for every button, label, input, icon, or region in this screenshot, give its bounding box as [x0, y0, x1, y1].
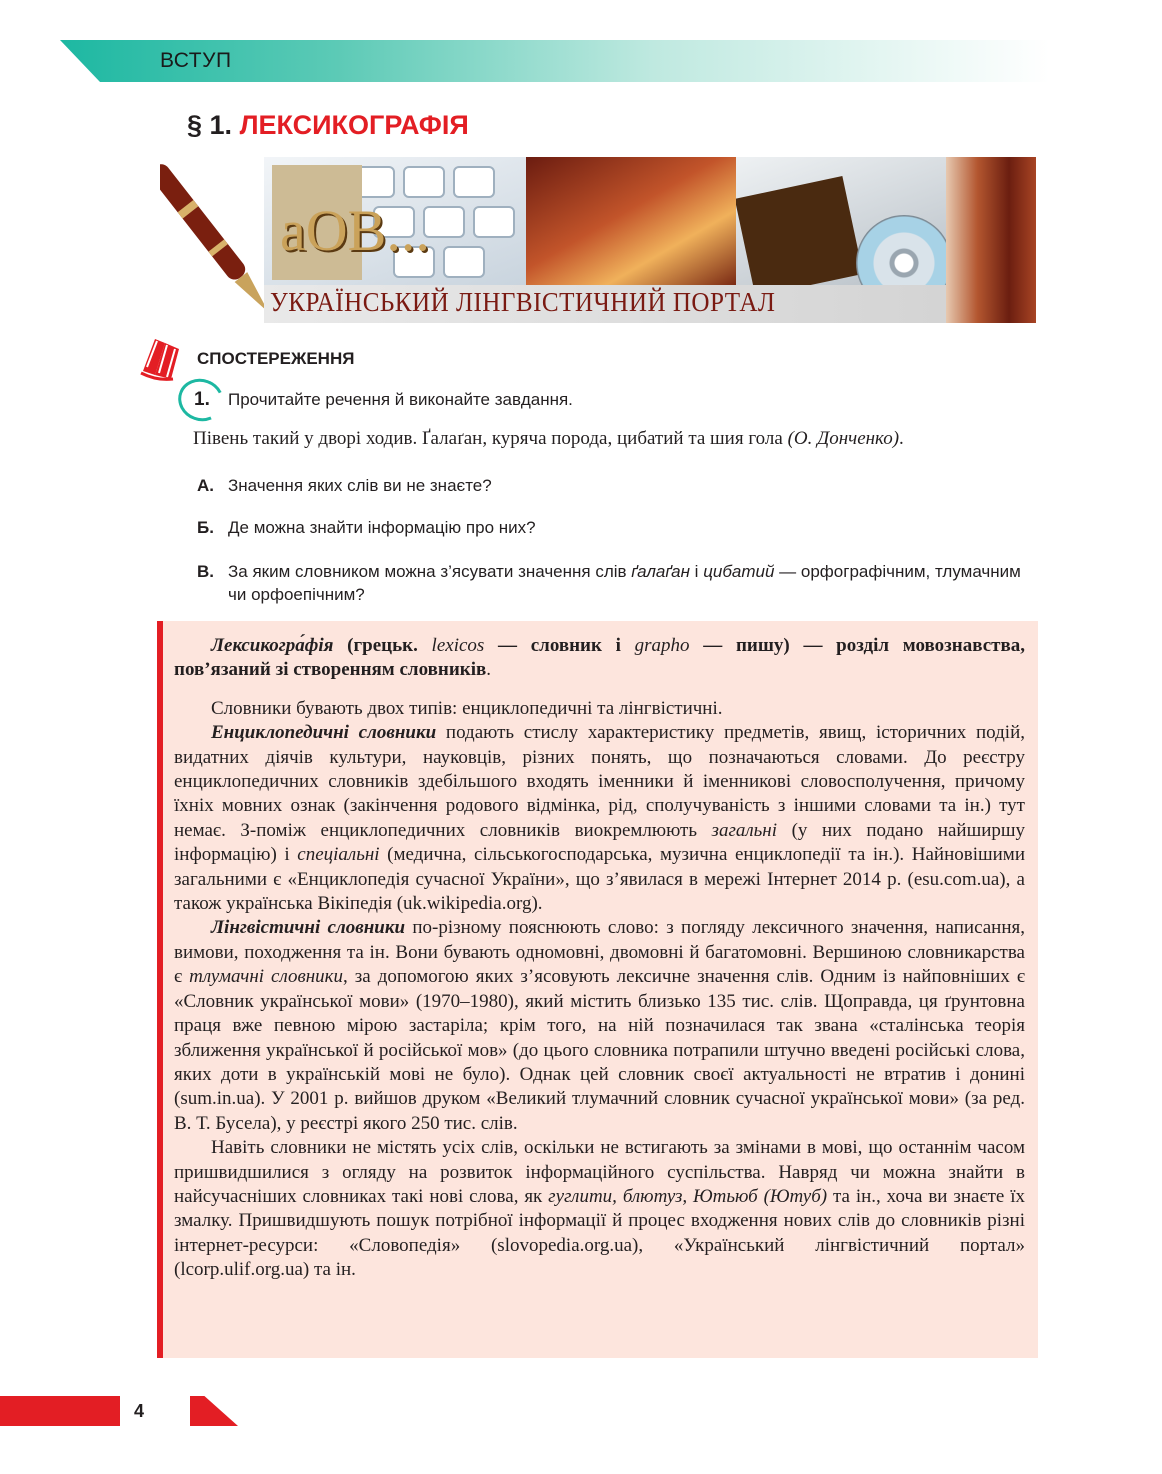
title-prefix: § 1. — [187, 110, 233, 140]
dictionary-logo: аОВ... — [280, 198, 430, 263]
paragraph-new-words: Навіть словники не містять усіх слів, оскільки не встигають за змінами в мові, що останнім часом пришвидшилися з огляду на розвиток інформаційного суспільства. Навряд чи можна знайти в найсучасніших словниках такі нові слова, як гуглити, блютуз, Ютьюб (Ютуб) та ін., хоча ви знаєте їх змалку. Пришвидшують пошук потрібної інформації й процес входження нових слів до словників різні інтернет-ресурси: «Словопедія» (slovopedia.org.ua), «Український лінгвістичний портал» (lcorp.ulif.org.ua) та ін. — [174, 1137, 1025, 1281]
quote-end: . — [899, 428, 904, 449]
section-label: ВСТУП — [160, 49, 232, 72]
task-quote — [193, 428, 904, 450]
question-letter: А. — [197, 476, 214, 495]
theory-text — [174, 634, 1025, 1283]
quote-text: Півень такий у дворі ходив. Ґалаґан, куряча порода, цибатий та шия гола — [193, 428, 788, 449]
quote-author: (О. Донченко) — [787, 428, 900, 449]
title-name: ЛЕКСИКОГРАФІЯ — [239, 110, 469, 140]
footer-bar-left — [0, 1396, 120, 1426]
definition: Лексикогра́фія (грецьк. lexicos — словник і grapho — пишу) — розділ мовознавства, пов’язаний зі створенням словників. — [174, 635, 1025, 681]
observation-heading: СПОСТЕРЕЖЕННЯ — [197, 349, 355, 368]
page-title — [187, 110, 469, 141]
paragraph-types: Словники бувають двох типів: енциклопедичні та лінгвістичні. — [211, 697, 723, 719]
observation-book-icon — [137, 333, 187, 381]
open-book-image — [526, 157, 736, 285]
question-text: Де можна знайти інформацію про них? — [228, 518, 536, 537]
paragraph-linguistic: Лінгвістичні словники по-різному пояснюють слово: з погляду лексичного значення, написання, вимови, походження та ін. Вони бувають одномовні, двомовні й багатомовні. Вершиною словникарства є тлумачні словники, за допомогою яких з’ясовують лексичне значення слів. Одним із найповніших є «Словник української мови» (1970–1980), який містить близько 135 тис. слів. Щоправда, ця ґрунтовна праця вже певною мірою застаріла; крім того, на ній позначилася так звана «сталінська теорія зближення української й російської мов» (до цього словника потрапили штучно введені російські слова, яких доти в українській мові не було). Однак цей словник своєї актуальності не втратив і донині (sum.in.ua). У 2001 р. вийшов друком «Великий тлумачний словник сучасної української мови» (за ред. В. Т. Бусела), у реєстрі якого 250 тис. слів. — [174, 917, 1026, 1134]
footer-bar-right — [190, 1396, 238, 1426]
portal-caption: УКРАЇНСЬКИЙ ЛІНГВІСТИЧНИЙ ПОРТАЛ — [270, 287, 776, 317]
question-letter: Б. — [197, 518, 214, 537]
question-text: Значення яких слів ви не знаєте? — [228, 476, 492, 495]
question-letter: В. — [197, 562, 214, 581]
question-text: За яким словником можна з’ясувати значення слів ґалаґан і цибатий — орфографічним, тлумачним чи орфоепічним? — [228, 562, 1021, 604]
task-instruction: Прочитайте речення й виконайте завдання. — [228, 390, 573, 409]
bookshelf-image — [946, 157, 1036, 323]
page-number: 4 — [122, 1396, 192, 1426]
paragraph-encyclopedic: Енциклопедичні словники подають стислу характеристику предметів, явищ, історичних подій, видатних діячів культури, науковців, різних понять, що позначаються словами. До реєстру енциклопедичних словників здебільшого входять іменники й іменникові словосполучення, причому їхніх мовних ознак (закінчення родового відмінка, рід, сполучуваність з іншими словами та ін.) тут немає. З-поміж енциклопедичних словників виокремлюють загальні (у них подано найширшу інформацію) і спеціальні (медична, сільськогосподарська, музична енциклопедії та ін.). Найновішими загальними є «Енциклопедія сучасної України», що з’явилася в мережі Інтернет 2014 р. (esu.com.ua), а також українська Вікіпедія (uk.wikipedia.org). — [174, 722, 1026, 915]
banner-image — [160, 157, 1036, 323]
task-number: 1. — [194, 389, 210, 410]
fountain-pen-image — [160, 157, 265, 323]
